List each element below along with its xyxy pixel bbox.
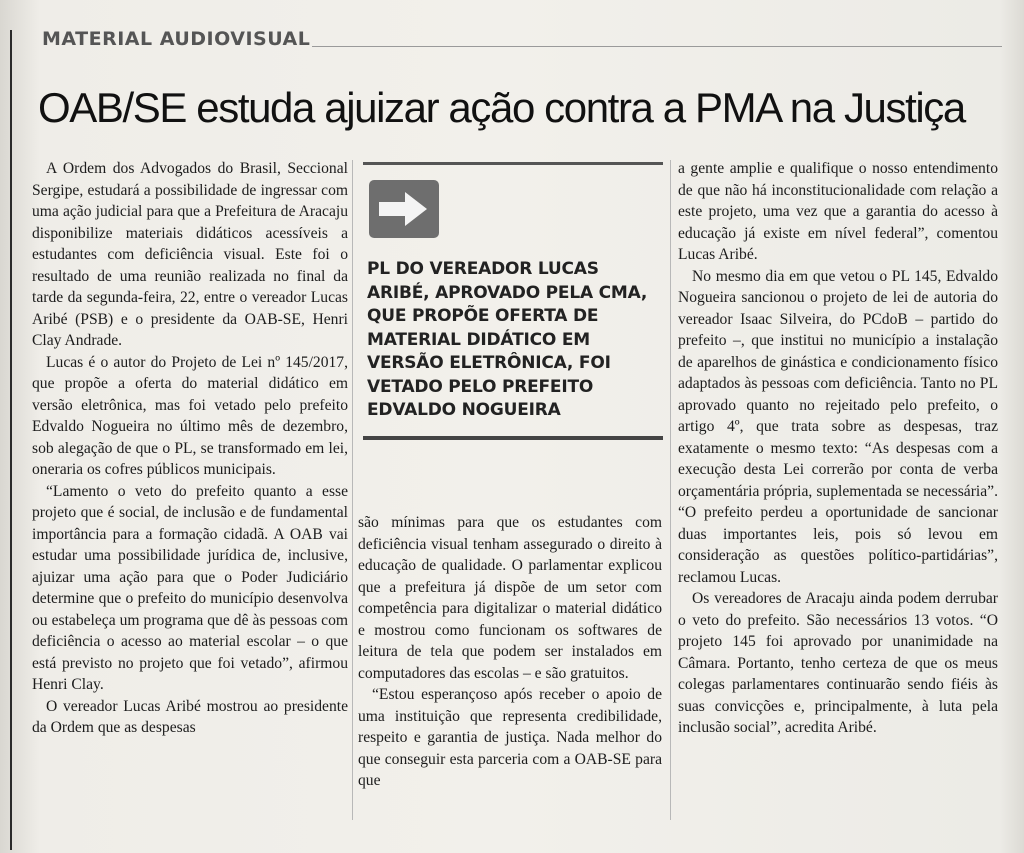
paragraph: “Estou esperançoso após receber o apoio de uma instituição que representa credibilidade, respeito e garantia de justiça. Nada melhor do que conseguir esta parceria com a OAB-SE para que bbox=[358, 686, 662, 789]
paragraph: “Lamento o veto do prefeito quanto a esse projeto que é social, de inclusão e de fundamental importância para a formação cidadã. A OAB vai estudar uma possibilidade jurídica de, inclusive, ajuizar uma ação para que o Poder Judiciário determine que o prefeito do município desenvolva ou estabeleça um programa que dê às pessoas com deficiência o acesso ao material escolar – o que está previsto no projeto que foi vetado”, afirmou Henri Clay. bbox=[32, 482, 348, 693]
left-border-rule bbox=[10, 30, 12, 850]
paragraph: O vereador Lucas Aribé mostrou ao presidente da Ordem que as despesas bbox=[32, 697, 348, 736]
paragraph: Lucas é o autor do Projeto de Lei nº 145/2017, que propõe a oferta do material didático em versão eletrônica, mas foi vetado pelo prefeito Edvaldo Nogueira no último mês de dezembro, sob alegação de que o PL, se transformado em lei, oneraria os cofres públicos municipais. bbox=[32, 353, 348, 478]
column-divider bbox=[670, 160, 671, 820]
paragraph: a gente amplie e qualifique o nosso entendimento de que não há inconstitucionalidade com relação a este projeto, uma vez que a garantia do acesso à educação já existe em nível federal”, comentou Lucas Aribé. bbox=[678, 160, 998, 263]
pull-quote-text: PL DO VEREADOR LUCAS ARIBÉ, APROVADO PELA CMA, QUE PROPÕE OFERTA DE MATERIAL DIDÁTICO EM VERSÃO ELETRÔNICA, FOI VETADO PELO PREFEITO EDVALDO NOGUEIRA bbox=[367, 259, 648, 420]
pull-quote-box bbox=[363, 162, 663, 440]
article-column-1 bbox=[32, 158, 348, 739]
pull-quote-bottom-rule bbox=[363, 436, 663, 440]
paragraph: Os vereadores de Aracaju ainda podem derrubar o veto do prefeito. São necessários 13 votos. “O projeto 145 foi aprovado por unanimidade na Câmara. Portanto, tenho certeza de que os meus colegas parlamentares continuarão sendo fiéis às suas convicções e, principalmente, à luta pela inclusão social”, acredita Aribé. bbox=[678, 590, 998, 736]
column-divider bbox=[352, 160, 353, 820]
paragraph: No mesmo dia em que vetou o PL 145, Edvaldo Nogueira sancionou o projeto de lei de autoria do vereador Isaac Silveira, do PCdoB – partido do prefeito –, que institui no município a instalação de aparelhos de ginástica e condicionamento físico adaptados às pessoas com deficiência. Tanto no PL aprovado quanto no rejeitado pelo prefeito, o artigo 4º, que trata sobre as despesas, traz exatamente o mesmo texto: “As despesas com a execução desta Lei correrão por conta de verba orçamentária própria, suplementada se necessária”. “O prefeito perdeu a oportunidade de sancionar duas importantes leis, pois só levou em consideração as questões político-partidárias”, reclamou Lucas. bbox=[678, 267, 998, 586]
paragraph: A Ordem dos Advogados do Brasil, Seccional Sergipe, estudará a possibilidade de ingressar com uma ação judicial para que a Prefeitura de Aracaju disponibilize materiais didáticos acessíveis a estudantes com deficiência visual. Este foi o resultado de uma reunião realizada no final da tarde da segunda-feira, 22, entre o vereador Lucas Aribé (PSB) e o presidente da OAB-SE, Henri Clay Andrade. bbox=[32, 160, 348, 349]
pull-quote-top-rule bbox=[363, 162, 663, 165]
article-headline: OAB/SE estuda ajuizar ação contra a PMA na Justiça bbox=[38, 84, 965, 131]
section-label: MATERIAL AUDIOVISUAL bbox=[42, 28, 311, 50]
article-column-2 bbox=[358, 512, 662, 792]
section-divider bbox=[312, 46, 1002, 47]
arrow-right-icon bbox=[369, 180, 439, 238]
article-column-3 bbox=[678, 158, 998, 739]
paragraph: são mínimas para que os estudantes com deficiência visual tenham assegurado o direito à educação de qualidade. O parlamentar explicou que a prefeitura já dispõe de um setor com competência para digitalizar o material didático e mostrou como funcionam os softwares de leitura de tela que podem ser instalados em computadores das escolas – e são gratuitos. bbox=[358, 514, 662, 682]
